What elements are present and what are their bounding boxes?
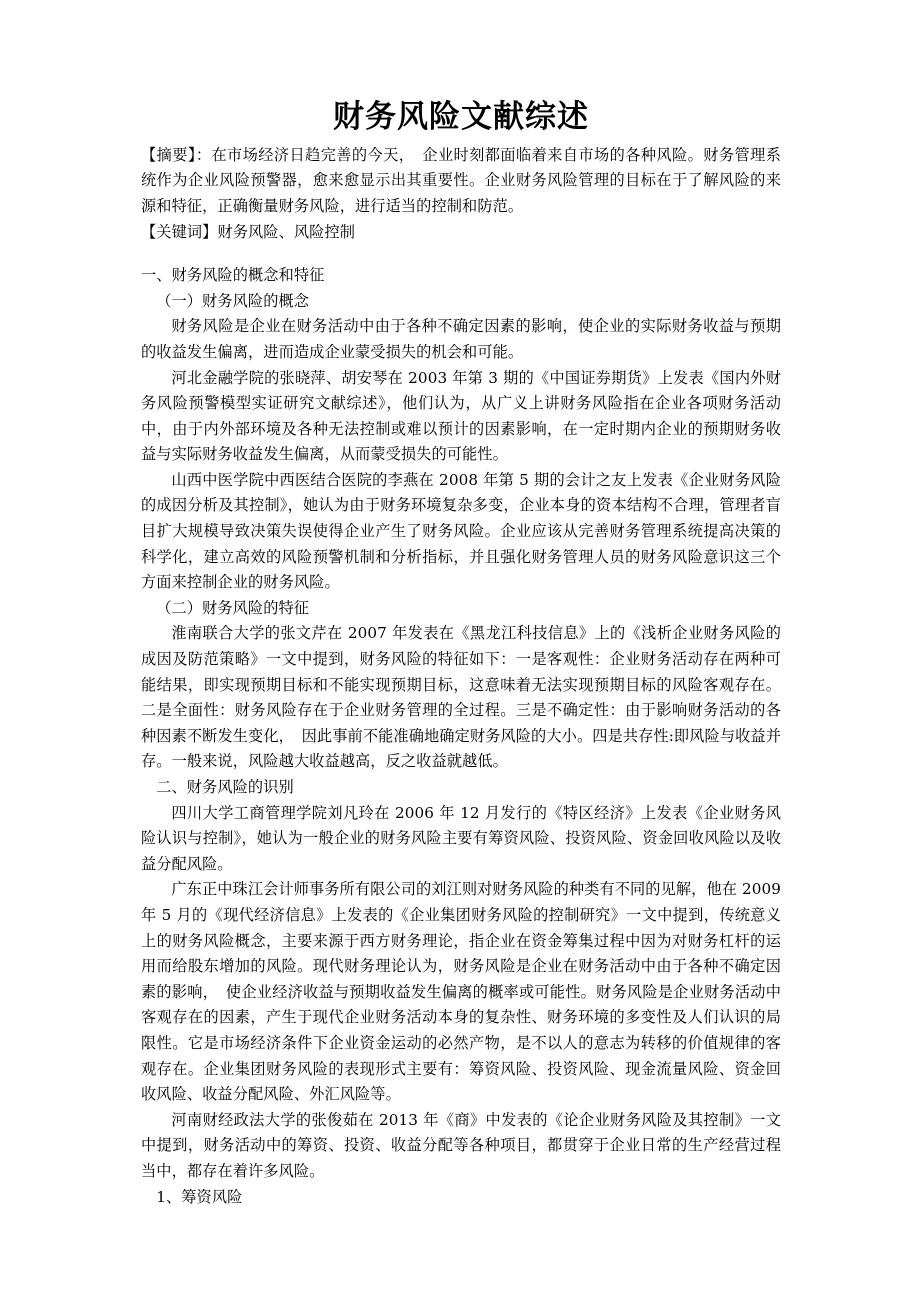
abstract-label: 【摘要】： (141, 145, 212, 164)
list-item-financing-risk: 1、筹资风险 (156, 1187, 243, 1206)
document-content (141, 98, 781, 1210)
paragraph-liu-fanling: 四川大学工商管理学院刘凡玲在 2006 年 12 月发行的《特区经济》上发表《企业财务风险认识与控制》，她认为一般企业的财务风险主要有筹资风险、投资风险、资金回收风险以及收益分配风险。 (141, 803, 781, 873)
section-heading-1: 一、财务风险的概念和特征 (141, 266, 325, 285)
paragraph-liu-jiang: 广东正中珠江会计师事务所有限公司的刘江则对财务风险的种类有不同的见解，他在 2009 年 5 月的《现代经济信息》上发表的《企业集团财务风险的控制研究》一文中提到，传统意义上的财务风险概念，主要来源于西方财务理论，指企业在资金筹集过程中因为对财务杠杆的运用而给股东增加的风险。现代财务理论认为，财务风险是企业在财务活动中由于各种不确定因素的影响， 使企业经济收益与预期收益发生偏离的概率或可能性。财务风险是企业财务活动中客观存在的因素，产生于现代企业财务活动本身的复杂性、财务环境的多变性及人们认识的局限性。它是市场经济条件下企业资金运动的必然产物，是不以人的意志为转移的价值规律的客观存在。企业集团财务风险的表现形式主要有：筹资风险、投资风险、现金流量风险、资金回收风险、收益分配风险、外汇风险等。 (141, 880, 782, 1104)
section-subheading-1-2: （二）财务风险的特征 (156, 598, 310, 617)
paragraph-concept-definition: 财务风险是企业在财务活动中由于各种不确定因素的影响，使企业的实际财务收益与预期的收益发生偏离，进而造成企业蒙受损失的机会和可能。 (141, 317, 781, 361)
section-heading-2: 二、财务风险的识别 (156, 778, 294, 796)
section-spacer (141, 245, 781, 263)
keywords-line: 【关键词】财务风险、风险控制 (141, 222, 356, 241)
abstract-paragraph (141, 143, 781, 220)
abstract-text: 在市场经济日趋完善的今天， 企业时刻都面临着来自市场的各种风险。财务管理系统作为企业风险预警器，愈来愈显示出其重要性。企业财务风险管理的目标在于了解风险的来源和特征，正确衡量财务风险，进行适当的控制和防范。 (141, 145, 781, 215)
paragraph-zhang-junru: 河南财经政法大学的张俊茹在 2013 年《商》中发表的《论企业财务风险及其控制》一文中提到，财务活动中的筹资、投资、收益分配等各种项目，都贯穿于企业日常的生产经营过程当中，都存在着许多风险。 (141, 1110, 781, 1180)
paragraph-zhang-wenqin: 淮南联合大学的张文芹在 2007 年发表在《黑龙江科技信息》上的《浅析企业财务风险的成因及防范策略》一文中提到，财务风险的特征如下：一是客观性：企业财务活动存在两种可能结果，即实现预期目标和不能实现预期目标，这意味着无法实现预期目标的风险客观存在。二是全面性：财务风险存在于企业财务管理的全过程。三是不确定性：由于影响财务活动的各种因素不断发生变化， 因此事前不能准确地确定财务风险的大小。四是共存性:即风险与收益并存。一般来说，风险越大收益越高，反之收益就越低。 (141, 624, 781, 771)
paragraph-zhang-xiaoping-hu-anqin: 河北金融学院的张晓萍、胡安琴在 2003 年第 3 期的《中国证券期货》上发表《国内外财务风险预警模型实证研究文献综述》，他们认为，从广义上讲财务风险指在企业各项财务活动中，由于内外部环境及各种无法控制或难以预计的因素影响，在一定时期内企业的预期财务收益与实际财务收益发生偏离，从而蒙受损失的可能性。 (141, 368, 781, 464)
paragraph-li-yan: 山西中医学院中西医结合医院的李燕在 2008 年第 5 期的会计之友上发表《企业财务风险的成因分析及其控制》，她认为由于财务环境复杂多变，企业本身的资本结构不合理，管理者盲目扩大规模导致决策失误使得企业产生了财务风险。企业应该从完善财务管理系统提高决策的科学化，建立高效的风险预警机制和分析指标，并且强化财务管理人员的财务风险意识这三个方面来控制企业的财务风险。 (141, 470, 781, 592)
section-subheading-1-1: （一）财务风险的概念 (156, 291, 310, 310)
page-title: 财务风险文献综述 (333, 99, 589, 135)
